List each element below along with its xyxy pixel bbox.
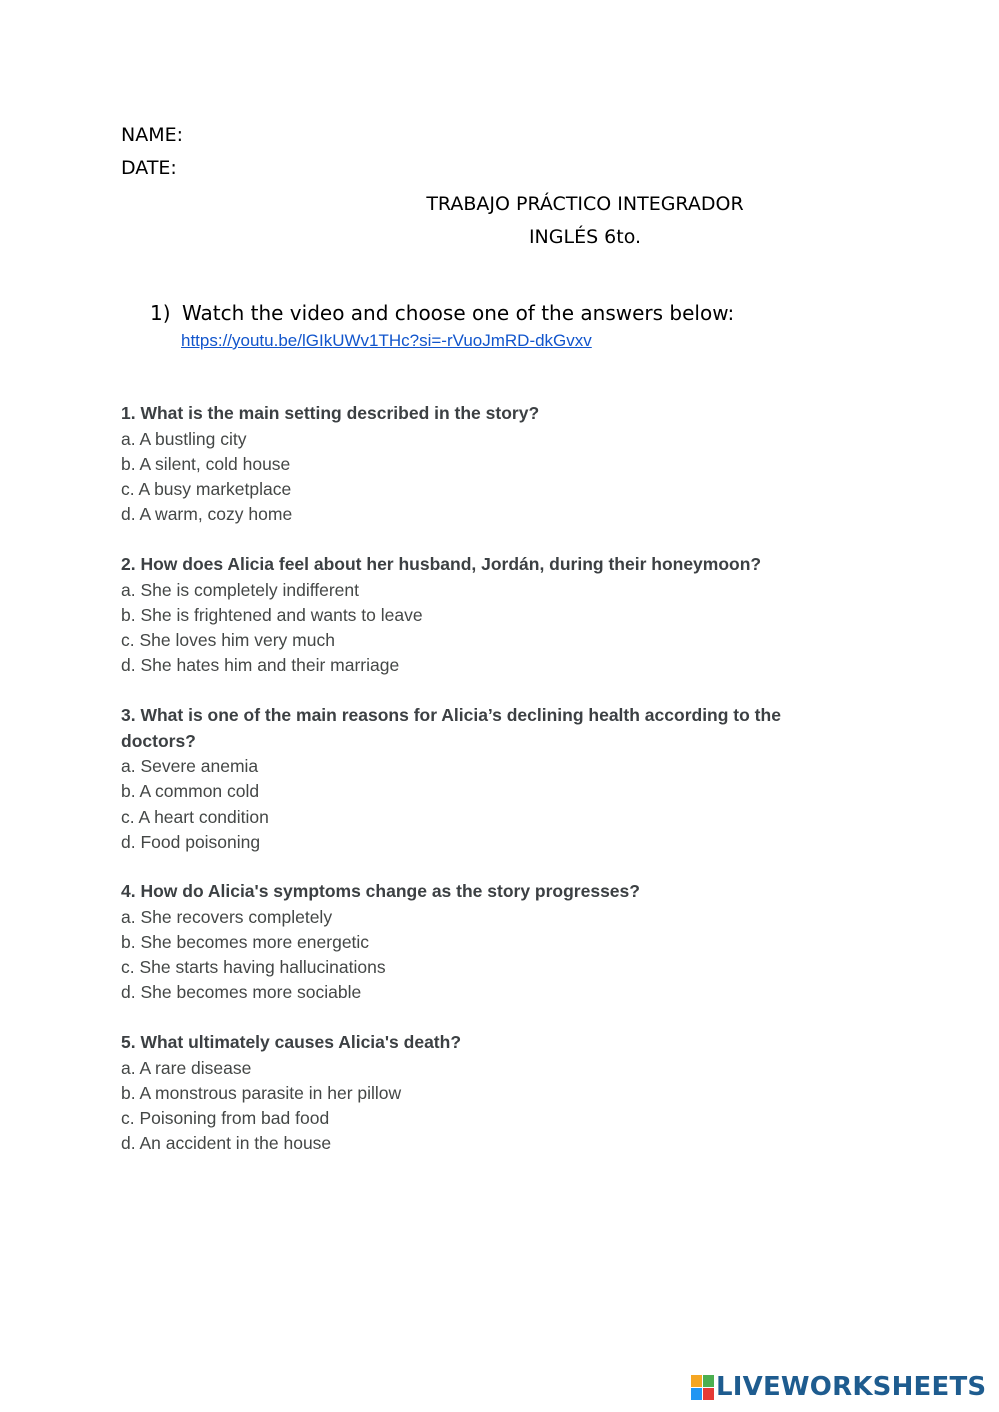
instruction xyxy=(150,301,734,325)
question-4 xyxy=(121,879,841,1006)
answer-option: b. A common cold xyxy=(121,781,260,802)
question-5 xyxy=(121,1030,841,1157)
question-2 xyxy=(121,552,841,679)
answer-option: d. Food poisoning xyxy=(121,831,261,852)
question-3 xyxy=(121,703,841,855)
date-label: DATE: xyxy=(121,157,177,179)
answer-option: b. A silent, cold house xyxy=(121,453,291,474)
answer-option: a. She recovers completely xyxy=(121,906,333,927)
answer-option: d. An accident in the house xyxy=(121,1133,332,1154)
answer-option: c. Poisoning from bad food xyxy=(121,1108,330,1129)
answer-option: a. A rare disease xyxy=(121,1057,252,1078)
brand-name: LIVEWORKSHEETS xyxy=(716,1372,987,1402)
answer-option: c. A busy marketplace xyxy=(121,479,292,500)
instruction-text: Watch the video and choose one of the answers below: xyxy=(182,301,735,325)
liveworksheets-logo xyxy=(691,1372,986,1402)
answer-option: b. She becomes more energetic xyxy=(121,931,370,952)
answer-option: c. A heart condition xyxy=(121,806,269,827)
liveworksheets-logo-icon xyxy=(691,1375,713,1399)
page-subtitle: INGLÉS 6to. xyxy=(528,226,642,248)
answer-option: a. Severe anemia xyxy=(121,756,259,776)
instruction-number: 1) xyxy=(150,301,171,325)
answer-option: b. A monstrous parasite in her pillow xyxy=(121,1082,402,1103)
answer-option: c. She starts having hallucinations xyxy=(121,957,386,978)
question-1 xyxy=(121,401,841,528)
question-text: 4. How do Alicia's symptoms change as the story progresses? xyxy=(121,881,640,901)
question-text: 2. How does Alicia feel about her husband, Jordán, during their honeymoon? xyxy=(121,554,762,574)
name-label: NAME: xyxy=(121,124,184,146)
title-block xyxy=(335,188,835,254)
answer-option: c. She loves him very much xyxy=(121,630,335,651)
question-text: 1. What is the main setting described in the story? xyxy=(121,403,540,423)
answer-option: a. A bustling city xyxy=(121,428,247,449)
answer-option: d. She becomes more sociable xyxy=(121,982,362,1003)
page-title: TRABAJO PRÁCTICO INTEGRADOR xyxy=(426,193,744,215)
video-link[interactable]: https://youtu.be/lGIkUWv1THc?si=-rVuoJmRD-dkGvxv xyxy=(181,331,592,350)
question-text: 3. What is one of the main reasons for Alicia’s declining health according to the doctors? xyxy=(121,705,781,751)
answer-option: a. She is completely indifferent xyxy=(121,579,360,600)
answer-option: d. A warm, cozy home xyxy=(121,504,293,525)
question-text: 5. What ultimately causes Alicia's death? xyxy=(121,1032,462,1052)
answer-option: b. She is frightened and wants to leave xyxy=(121,604,423,625)
answer-option: d. She hates him and their marriage xyxy=(121,655,400,676)
